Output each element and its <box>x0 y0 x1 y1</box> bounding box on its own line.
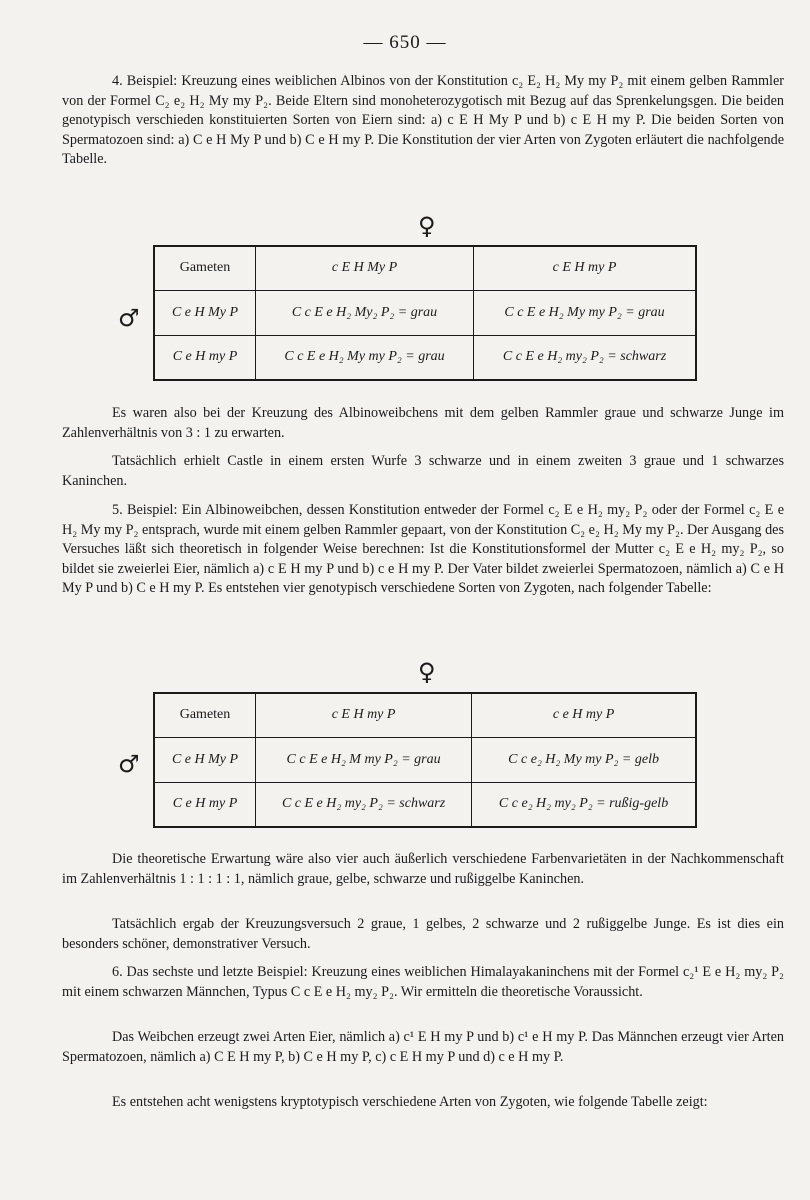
table-row <box>154 782 696 827</box>
male-symbol: ♂ <box>118 750 140 778</box>
paragraph-result-2: Tatsächlich ergab der Kreuzungsversuch 2 graue, 1 gelbes, 2 schwarze und 2 rußiggelbe Junge. Es ist dies ein besonders schöner, demonstrativer Versuch. <box>62 916 784 952</box>
paragraph-example-6: 6. Das sechste und letzte Beispiel: Kreuzung eines weiblichen Himalayakaninchens mit der Formel c₂¹ E e H₂ my₂ P₂ mit einem schwarzen Männchen, Typus C c E e H₂ my₂ P₂. Wir ermitteln die theoretische Voraussicht. <box>62 964 784 1000</box>
table-row <box>154 693 696 737</box>
table-row <box>154 737 696 782</box>
table-cell: C c E e H₂ My my P₂ = grau <box>474 290 696 335</box>
column-header: c E H my P <box>474 246 696 290</box>
row-header: C e H My P <box>154 737 256 782</box>
table-row <box>154 246 696 290</box>
table-row <box>154 290 696 335</box>
zygote-table-2 <box>153 692 697 828</box>
table-cell: C c E e H₂ my₂ P₂ = schwarz <box>256 782 472 827</box>
paragraph-example-4: 4. Beispiel: Kreuzung eines weiblichen Albinos von der Konstitution c₂ E₂ H₂ My my P₂ mit einem gelben Rammler von der Formel C₂ e₂ H₂ My my P₂. Beide Eltern sind monoheterozygotisch mit Bezug auf das Sprenkelungsgen. Die beiden genotypisch verschieden konstituierten Sorten von Eiern sind: a) c E H My P und b) c E H my P. Die beiden Sorten von Spermatozoen sind: a) C e H My P und b) C e H my P. Die Konstitution der vier Arten von Zygoten erläutert die nachfolgende Tabelle. <box>62 73 784 168</box>
paragraph-zygotes-intro: Es entstehen acht wenigstens kryptotypisch verschiedene Arten von Zygoten, wie folgende Tabelle zeigt: <box>112 1094 708 1110</box>
paragraph-expectation-1: Es waren also bei der Kreuzung des Albinoweibchens mit dem gelben Rammler graue und schwarze Junge im Zahlenverhältnis von 3 : 1 zu erwarten. <box>62 405 784 441</box>
table-corner-cell: Gameten <box>154 693 256 737</box>
table-cell: C c E e H₂ M my P₂ = grau <box>256 737 472 782</box>
table-cell: C c E e H₂ My my P₂ = grau <box>256 335 474 380</box>
male-symbol: ♂ <box>118 304 140 332</box>
table-corner-cell: Gameten <box>154 246 256 290</box>
column-header: c E H My P <box>256 246 474 290</box>
female-symbol: ♀ <box>418 212 436 240</box>
row-header: C e H my P <box>154 782 256 827</box>
column-header: c E H my P <box>256 693 472 737</box>
table-cell: C c E e H₂ My₂ P₂ = grau <box>256 290 474 335</box>
paragraph-example-5: 5. Beispiel: Ein Albinoweibchen, dessen Konstitution entweder der Formel c₂ E e H₂ my₂ P₂ oder der Formel c₂ E e H₂ My my P₂ entsprach, wurde mit einem gelben Rammler gepaart, von der Konstitution C₂ e₂ H₂ My my P₂. Der Ausgang des Versuches läßt sich theoretisch in folgender Weise berechnen: Ist die Konstitutionsformel der Mutter c₂ E e H₂ my₂ P₂, so bildet sie zweierlei Eier, nämlich a) c E H my P und b) c e H my P. Der Vater bildet zweierlei Spermatozoen, nämlich a) C e H My P und b) C e H my P. Es entstehen vier genotypisch verschiedene Sorten von Zygoten, nach folgender Tabelle: <box>62 502 784 597</box>
paragraph-gametes: Das Weibchen erzeugt zwei Arten Eier, nämlich a) c¹ E H my P und b) c¹ e H my P. Das Männchen erzeugt vier Arten Spermatozoen, nämlich a) C E H my P, b) C e H my P, c) c E H my P und d) c e H my P. <box>62 1029 784 1065</box>
paragraph-expectation-2: Die theoretische Erwartung wäre also vier auch äußerlich verschiedene Farbenvarietäten in der Nachkommenschaft im Zahlenverhältnis 1 : 1 : 1 : 1, nämlich graue, gelbe, schwarze und rußiggelbe Kaninchen. <box>62 851 784 887</box>
table-cell: C c e₂ H₂ my₂ P₂ = rußig-gelb <box>472 782 696 827</box>
page-number: — 650 — <box>363 32 447 53</box>
row-header: C e H My P <box>154 290 256 335</box>
female-symbol: ♀ <box>418 658 436 686</box>
table-row <box>154 335 696 380</box>
paragraph-result-1: Tatsächlich erhielt Castle in einem ersten Wurfe 3 schwarze und in einem zweiten 3 graue und 1 schwarzes Kaninchen. <box>62 453 784 489</box>
table-cell: C c e₂ H₂ My my P₂ = gelb <box>472 737 696 782</box>
table-cell: C c E e H₂ my₂ P₂ = schwarz <box>474 335 696 380</box>
column-header: c e H my P <box>472 693 696 737</box>
row-header: C e H my P <box>154 335 256 380</box>
zygote-table-1 <box>153 245 697 381</box>
